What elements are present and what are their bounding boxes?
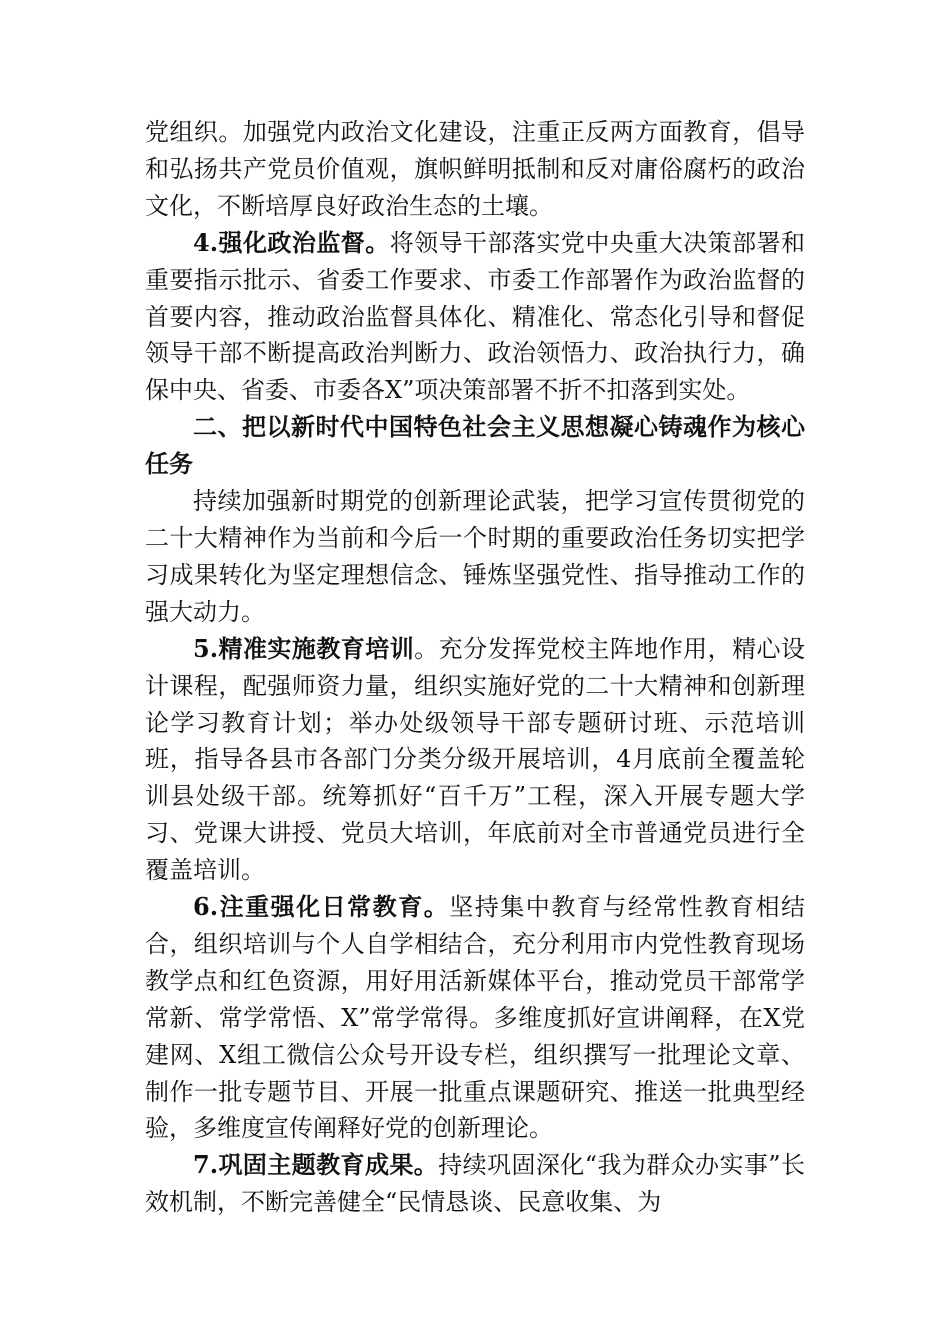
item-text: 将领导干部落实党中央重大决策部署和重要指示批示、省委工作要求、市委工作部署作为政治监督的首要内容，推动政治监督具体化、精准化、常态化引导和督促领导干部不断提高政治判断力、政治领悟力、政治执行力，确保中央、省委、市委各X”项决策部署不折不扣落到实处。 [145, 228, 805, 405]
document-body [145, 114, 805, 1221]
paragraph-item-4 [145, 225, 805, 410]
paragraph-item-7 [145, 1147, 805, 1221]
paragraph-text: 持续加强新时期党的创新理论武装，把学习宣传贯彻党的二十大精神作为当前和今后一个时期的重要政治任务切实把学习成果转化为坚定理想信念、锤炼坚强党性、指导推动工作的强大动力。 [145, 487, 805, 626]
item-text: 。充分发挥党校主阵地作用，精心设计课程，配强师资力量，组织实施好党的二十大精神和创新理论学习教育计划；举办处级领导干部专题研讨班、示范培训班，指导各县市各部门分类分级开展培训，4月底前全覆盖轮训县处级干部。统筹抓好“百千万”工程，深入开展专题大学习、党课大讲授、党员大培训，年底前对全市普通党员进行全覆盖培训。 [145, 634, 805, 885]
section-heading [145, 409, 805, 483]
heading-text: 二、把以新时代中国特色社会主义思想凝心铸魂作为核心任务 [145, 413, 805, 479]
paragraph-item-5 [145, 631, 805, 889]
paragraph-text: 党组织。加强党内政治文化建设，注重正反两方面教育，倡导和弘扬共产党员价值观，旗帜鲜明抵制和反对庸俗腐朽的政治文化，不断培厚良好政治生态的土壤。 [145, 118, 805, 220]
item-title: 5.精准实施教育培训 [193, 633, 415, 663]
item-text: 持续巩固深化“我为群众办实事”长效机制，不断完善健全“民情恳谈、民意收集、为 [145, 1151, 805, 1217]
paragraph-item-6 [145, 889, 805, 1147]
item-title: 6.注重强化日常教育。 [193, 892, 450, 922]
paragraph-continuation [145, 114, 805, 225]
paragraph-body [145, 483, 805, 631]
item-title: 4.强化政治监督。 [193, 227, 390, 257]
item-text: 坚持集中教育与经常性教育相结合，组织培训与个人自学相结合，充分利用市内党性教育现场教学点和红色资源，用好用活新媒体平台，推动党员干部常学常新、常学常悟、X”常学常得。多维度抓好宣讲阐释，在X党建网、X组工微信公众号开设专栏，组织撰写一批理论文章、制作一批专题节目、开展一批重点课题研究、推送一批典型经验，多维度宣传阐释好党的创新理论。 [145, 893, 805, 1143]
item-title: 7.巩固主题教育成果。 [193, 1150, 439, 1180]
